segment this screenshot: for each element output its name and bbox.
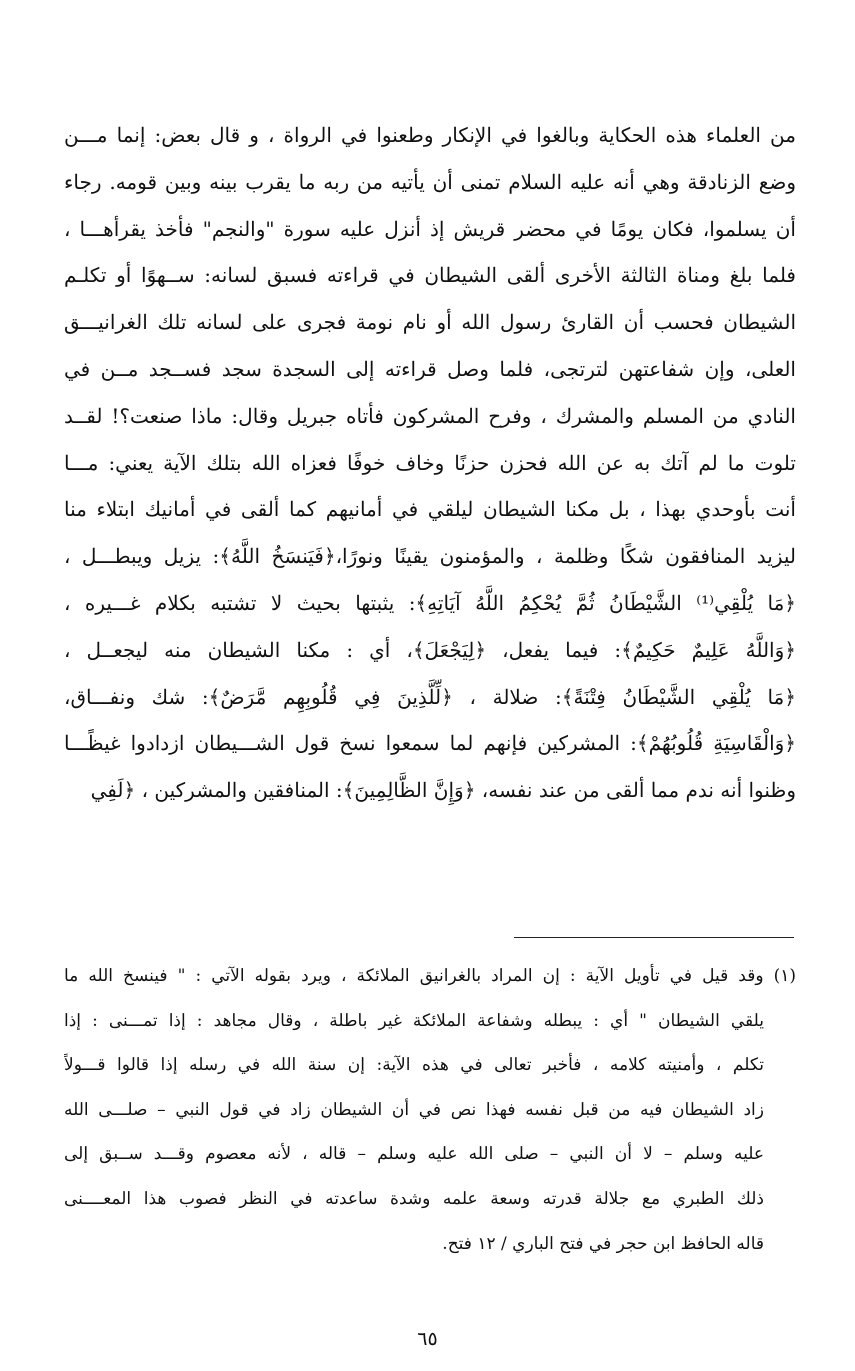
footnote-line: تكلم ، وأمنيته كلامه ، فأخبر تعالى في هذه الآية: إن سنة الله في رسله إذا قالوا قـــولاً: [64, 1055, 764, 1076]
text-line: فلما بلغ ومناة الثالثة الأخرى ألقى الشيطان في قراءته فسبق لسانه: ســهوًا أو تكلـم: [64, 263, 796, 288]
text-line: الشيطان فحسب أن القارئ رسول الله أو نام نومة فجرى على لسانه تلك الغرانيـــق: [64, 310, 796, 335]
text-line: تلوت ما لم آتك به عن الله فحزن حزنًا وخاف خوفًا فعزاه الله بتلك الآية يعني: مـــا: [64, 450, 796, 475]
footnote-line: قاله الحافظ ابن حجر في فتح الباري / ١٢ فتح.: [442, 1233, 764, 1254]
text-line: وظنوا أنه ندم مما ألقى من عند نفسه، ﴿وَإِنَّ الظَّالِمِينَ﴾: المنافقين والمشركين ، ﴿لَفِي: [90, 778, 796, 803]
footnote-line: ذلك الطبري مع جلالة قدرته وسعة علمه وشدة ساعدته في النظر فصوب هذا المعــــنى: [64, 1188, 764, 1209]
footnote-divider: [514, 937, 794, 938]
text-line: ليزيد المنافقون شكًا وظلمة ، والمؤمنون يقينًا ونورًا،﴿فَيَنسَخُ اللَّهُ﴾: يزيل ويبطـــل ،: [64, 544, 796, 569]
text-line: ﴿وَالْقَاسِيَةِ قُلُوبُهُمْ﴾: المشركين فإنهم لما سمعوا نسخ قول الشـــيطان ازدادوا غيظًـــا: [64, 731, 796, 756]
main-text: [64, 112, 796, 814]
text-line: ﴿مَا يُلْقِي⁽¹⁾ الشَّيْطَانُ ثُمَّ يُحْكِمُ اللَّهُ آيَاتِهِ﴾: يثبتها بحيث لا تشتبه بكلام غـــيره ،: [64, 590, 796, 615]
footnote-line: عليه وسلم – لا أن النبي – صلى الله عليه وسلم – قاله ، لأنه معصوم وقـــد ســبق إلى: [64, 1144, 764, 1165]
text-line: وضع الزنادقة وهي أنه عليه السلام تمنى أن يأتيه من ربه ما يقرب بينه وبين قومه. رجاء: [64, 169, 796, 194]
text-line: العلى، وإن شفاعتهن لترتجى، فلما وصل قراءته إلى السجدة سجد فســجد مــن في: [64, 356, 796, 381]
text-line: النادي من المسلم والمشرك ، وفرح المشركون فأتاه جبريل وقال: ماذا صنعت؟! لقــد: [64, 403, 796, 428]
footnote-line: (١) وقد قيل في تأويل الآية : إن المراد بالغرانيق الملائكة ، ويرد بقوله الآتي : " فينسخ الله ما: [64, 966, 796, 986]
page-number: ٦٥: [417, 1328, 438, 1350]
text-line: ﴿مَا يُلْقِي الشَّيْطَانُ فِتْنَةً﴾: ضلالة ، ﴿لِّلَّذِينَ فِي قُلُوبِهِم مَّرَضٌ﴾: شك ونفـــاق،: [64, 684, 796, 709]
text-line: أنت بأوحدي بهذا ، بل مكنا الشيطان ليلقي في أمانيهم كما ألقى في أمانيك ابتلاء منا: [64, 497, 796, 522]
text-line: من العلماء هذه الحكاية وبالغوا في الإنكار وطعنوا في الرواة ، و قال بعض: إنما مـــن: [64, 123, 796, 147]
text-line: أن يسلموا، فكان يومًا في محضر قريش إذ أنزل عليه سورة "والنجم" فأخذ يقرأهـــا ،: [64, 216, 796, 241]
footnote-line: زاد الشيطان فيه من قبل نفسه فهذا نص في أن الشيطان زاد في قول النبي – صلـــى الله: [64, 1099, 764, 1120]
text-line: ﴿وَاللَّهُ عَلِيمٌ حَكِيمٌ﴾: فيما يفعل، ﴿لِيَجْعَلَ﴾، أي : مكنا الشيطان منه ليجعــل ،: [64, 637, 796, 662]
footnote-line: يلقي الشيطان " أي : يبطله وشفاعة الملائكة غير باطلة ، وقال مجاهد : إذا تمـــنى : إذا: [64, 1010, 764, 1031]
footnotes: [64, 954, 796, 1266]
